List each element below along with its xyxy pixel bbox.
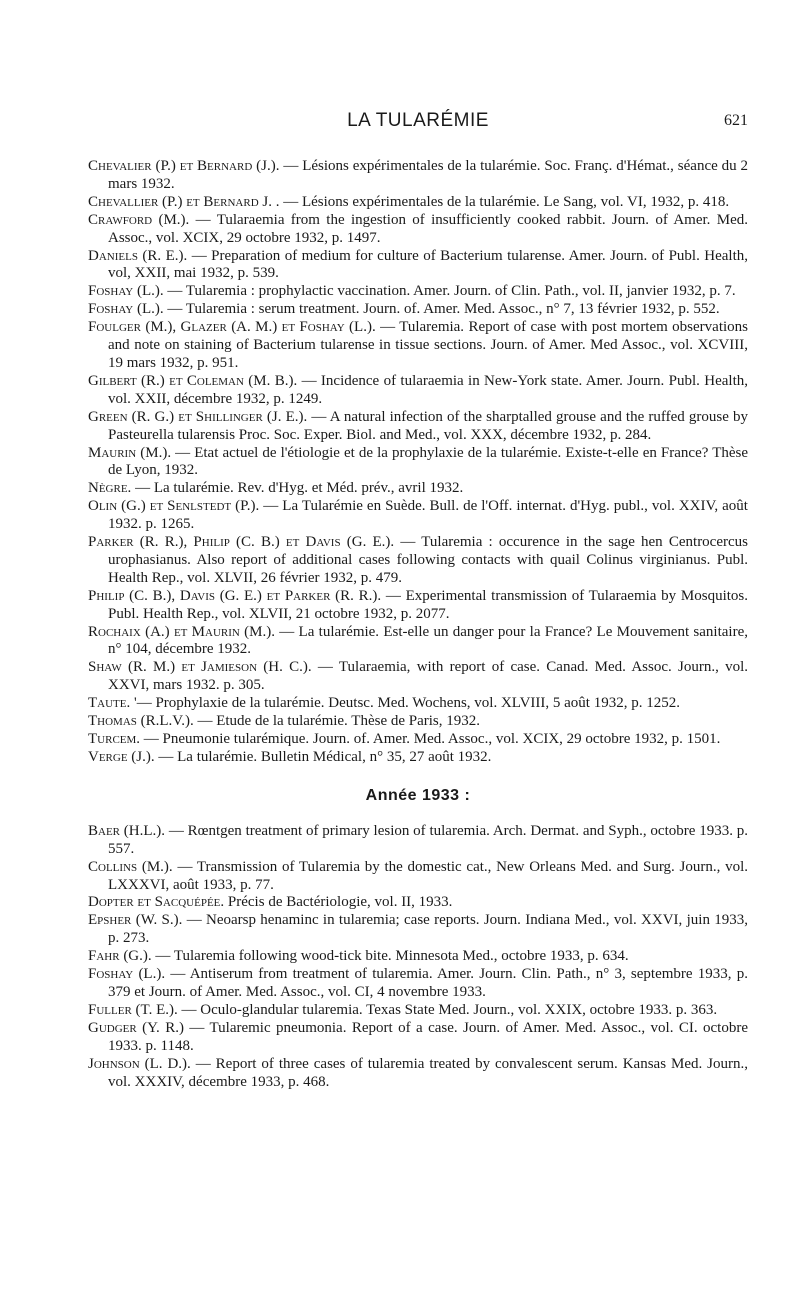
reference-authors: Chevallier (P.) et Bernard J. . <box>88 193 280 210</box>
reference-entry <box>88 713 748 731</box>
reference-authors: Philip (C. B.), Davis (G. E.) et Parker (R. R.). <box>88 587 382 604</box>
reference-authors: Baer (H.L.). <box>88 822 166 839</box>
reference-text: — Tularemia. Report of case with post mortem observations and note on staining of Bacterium tularense in tissue sections. Journ. of Amer. Med Assoc., vol. XCVIII, 19 mars 1932, p. 951. <box>108 319 749 371</box>
reference-authors: Gudger (Y. R.) <box>88 1019 184 1036</box>
reference-entry <box>88 912 748 948</box>
reference-text: — Tularemia : serum treatment. Journ. of. Amer. Med. Assoc., n° 7, 13 février 1932, p. 552. <box>167 301 720 318</box>
reference-entry <box>88 948 748 966</box>
reference-entry <box>88 1020 748 1056</box>
reference-entry <box>88 695 748 713</box>
reference-entry <box>88 624 748 660</box>
reference-entry <box>88 373 748 409</box>
reference-authors: Green (R. G.) et Shillinger (J. E.). <box>88 408 308 425</box>
document-page <box>88 110 748 1091</box>
reference-text: — Lésions expérimentales de la tularémie. Le Sang, vol. VI, 1932, p. 418. <box>283 193 730 210</box>
reference-entry <box>88 588 748 624</box>
page-number: 621 <box>724 112 748 129</box>
reference-authors: Gilbert (R.) et Coleman (M. B.). <box>88 372 298 389</box>
references-1932 <box>88 158 748 767</box>
reference-entry <box>88 194 748 212</box>
reference-entry <box>88 894 748 912</box>
reference-text: — La Tularémie en Suède. Bull. de l'Off. internat. d'Hyg. publ., vol. XXIV, août 1932. p. 1265. <box>108 498 748 533</box>
reference-text: — Report of three cases of tularemia treated by convalescent serum. Kansas Med. Journ., vol. XXXIV, décembre 1933, p. 468. <box>108 1055 748 1090</box>
reference-entry <box>88 1056 748 1092</box>
reference-text: — Tularemic pneumonia. Report of a case. Journ. of Amer. Med. Assoc., vol. CI. octobre 1933. p. 1148. <box>108 1019 749 1054</box>
reference-authors: Collins (M.). <box>88 858 173 875</box>
reference-authors: Turcem. <box>88 731 141 747</box>
reference-authors: Daniels (R. E.). <box>88 247 188 264</box>
reference-authors: Nègre. <box>88 480 132 497</box>
reference-authors: Chevalier (P.) et Bernard (J.). <box>88 158 280 174</box>
reference-authors: Thomas (R.L.V.). <box>88 713 194 730</box>
references-1933 <box>88 823 748 1092</box>
reference-entry <box>88 445 748 481</box>
reference-authors: Shaw (R. M.) et Jamieson (H. C.). <box>88 659 312 676</box>
reference-authors: Fahr (G.). <box>88 948 152 965</box>
reference-entry <box>88 480 748 498</box>
reference-entry <box>88 409 748 445</box>
reference-entry <box>88 534 748 588</box>
reference-text: — Antiserum from treatment of tularemia. Amer. Journ. Clin. Path., n° 3, septembre 1933, p. 379 et Journ. of Amer. Med. Assoc., vol. CI, 4 novembre 1933. <box>108 966 749 1000</box>
reference-entry <box>88 158 748 194</box>
reference-authors: Verge (J.). <box>88 748 155 765</box>
reference-entry <box>88 301 748 319</box>
reference-text: Précis de Bactériologie, vol. II, 1933. <box>227 894 453 911</box>
reference-text: — La tularémie. Est-elle un danger pour la France? Le Mouvement sanitaire, n° 104, décembre 1932. <box>108 623 748 658</box>
running-title: LA TULARÉMIE <box>347 110 489 131</box>
reference-text: — Tularemia : prophylactic vaccination. Amer. Journ. of Clin. Path., vol. II, janvier 1932, p. 7. <box>167 283 736 300</box>
reference-text: — Oculo-glandular tularemia. Texas State Med. Journ., vol. XXIX, octobre 1933. p. 363. <box>181 1001 718 1018</box>
reference-authors: Foulger (M.), Glazer (A. M.) et Foshay (L.). <box>88 319 376 336</box>
reference-entry <box>88 731 748 749</box>
reference-entry <box>88 1002 748 1020</box>
reference-text: — Etude de la tularémie. Thèse de Paris, 1932. <box>197 713 481 730</box>
reference-authors: Johnson (L. D.). <box>88 1055 191 1072</box>
reference-authors: Epsher (W. S.). <box>88 912 183 929</box>
reference-text: '— Prophylaxie de la tularémie. Deutsc. Med. Wochens, vol. XLVIII, 5 août 1932, p. 1252. <box>134 695 680 712</box>
reference-text: — Lésions expérimentales de la tularémie. Soc. Franç. d'Hémat., séance du 2 mars 1932. <box>108 158 749 192</box>
reference-text: — Tularaemia, with report of case. Canad. Med. Assoc. Journ., vol. XXVI, mars 1932. p. 305. <box>108 659 749 694</box>
reference-authors: Dopter et Sacquépée. <box>88 894 225 911</box>
reference-text: — Preparation of medium for culture of Bacterium tularense. Amer. Journ. of Publ. Health, vol, XXII, mai 1932, p. 539. <box>108 247 748 282</box>
reference-entry <box>88 659 748 695</box>
section-title-1933: Année 1933 : <box>365 786 471 804</box>
reference-authors: Maurin (M.). <box>88 444 172 461</box>
reference-authors: Foshay (L.). <box>88 301 164 318</box>
reference-text: — Tularaemia from the ingestion of insufficiently cooked rabbit. Journ. of Amer. Med. Assoc., vol. XCIX, 29 octobre 1932, p. 1497. <box>108 211 748 246</box>
reference-authors: Foshay (L.). <box>88 966 166 983</box>
reference-text: — Tularemia following wood-tick bite. Minnesota Med., octobre 1933, p. 634. <box>155 948 629 965</box>
reference-authors: Foshay (L.). <box>88 283 164 300</box>
reference-text: — La tularémie. Rev. d'Hyg. et Méd. prév., avril 1932. <box>135 480 464 497</box>
reference-entry <box>88 283 748 301</box>
reference-entry <box>88 319 748 373</box>
reference-text: — La tularémie. Bulletin Médical, n° 35, 27 août 1932. <box>158 748 492 765</box>
reference-authors: Taute. <box>88 695 131 712</box>
reference-entry <box>88 749 748 767</box>
reference-authors: Rochaix (A.) et Maurin (M.). <box>88 623 275 640</box>
reference-text: — Transmission of Tularemia by the domestic cat., New Orleans Med. and Surg. Journ., vol. LXXXVI, août 1933, p. 77. <box>108 858 749 893</box>
reference-text: — Tularemia : occurence in the sage hen Centrocercus urophasianus. Also report of additional cases following contacts with quail Colinus virginianus. Publ. Health Rep., vol. XLVII, 26 février 1932, p. 479. <box>108 534 748 586</box>
reference-entry <box>88 966 748 1002</box>
reference-authors: Fuller (T. E.). <box>88 1001 178 1018</box>
reference-entry <box>88 212 748 248</box>
reference-entry <box>88 498 748 534</box>
reference-entry <box>88 248 748 284</box>
page-header <box>88 110 748 144</box>
reference-text: — Etat actuel de l'étiologie et de la prophylaxie de la tularémie. Existe-t-elle en France? Thèse de Lyon, 1932. <box>108 444 749 479</box>
reference-text: — Neoarsp henaminc in tularemia; case reports. Journ. Indiana Med., vol. XXVI, juin 1933, p. 273. <box>108 912 749 947</box>
reference-authors: Crawford (M.). <box>88 211 190 228</box>
reference-text: — Experimental transmission of Tularaemia by Mosquitos. Publ. Health Rep., vol. XLVII, 21 octobre 1932, p. 2077. <box>108 587 748 622</box>
reference-entry <box>88 823 748 859</box>
reference-text: — Pneumonie tularémique. Journ. of. Amer. Med. Assoc., vol. XCIX, 29 octobre 1932, p. 1501. <box>143 731 721 747</box>
reference-entry <box>88 859 748 895</box>
reference-text: — A natural infection of the sharptalled grouse and the ruffed grouse by Pasteurella tularensis Proc. Soc. Exper. Biol. and Med., vol. XXX, décembre 1932, p. 284. <box>108 408 748 443</box>
reference-text: — Incidence of tularaemia in New-York state. Amer. Journ. Publ. Health, vol. XXII, décembre 1932, p. 1249. <box>108 372 748 407</box>
reference-authors: Olin (G.) et Senlstedt (P.). <box>88 498 260 515</box>
reference-authors: Parker (R. R.), Philip (C. B.) et Davis (G. E.). <box>88 534 395 551</box>
reference-text: — Rœntgen treatment of primary lesion of tularemia. Arch. Dermat. and Syph., octobre 1933. p. 557. <box>108 822 748 857</box>
